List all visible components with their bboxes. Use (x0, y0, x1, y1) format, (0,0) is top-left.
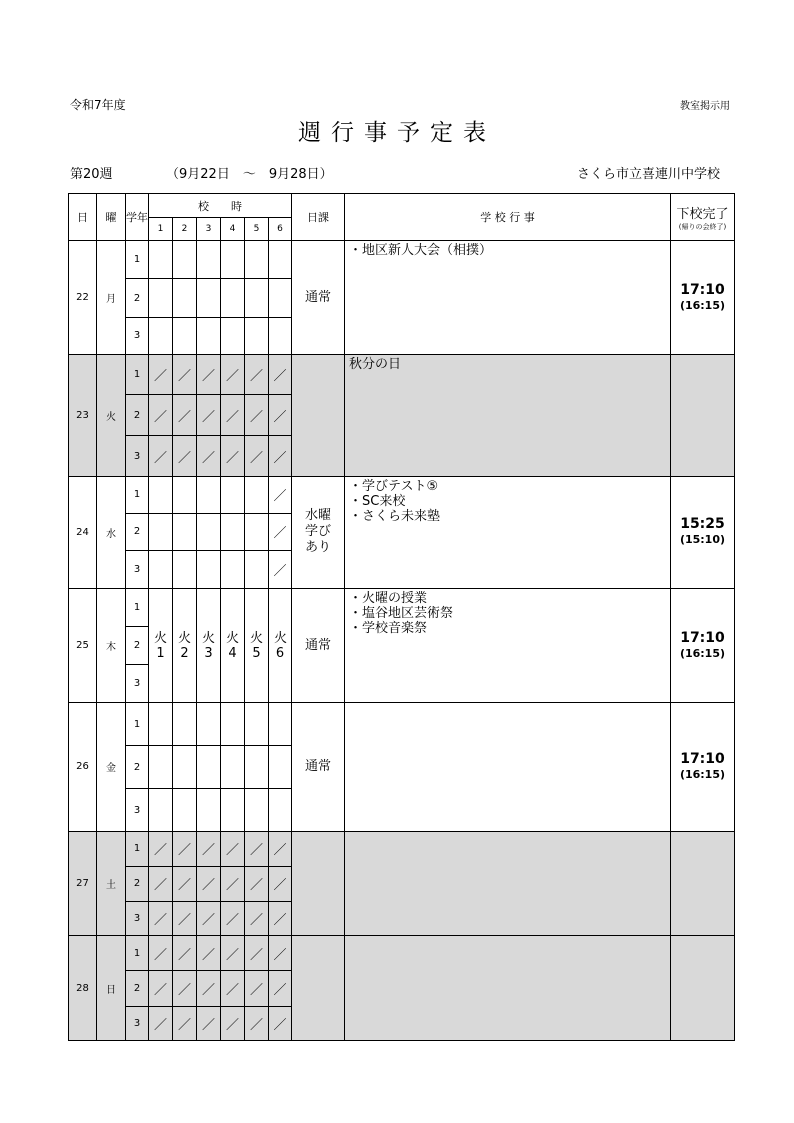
day-date: 24 (69, 476, 97, 589)
period-2: 2 (173, 218, 197, 241)
dismissal-cell (671, 241, 735, 355)
period-cell: ／ (269, 831, 292, 866)
day-grade-row (69, 702, 735, 745)
period-cell: ／ (245, 436, 269, 476)
event-item: ・学びテスト⑤ (349, 478, 439, 494)
day-grade-row (69, 476, 735, 513)
day-date: 26 (69, 702, 97, 831)
period-cell (221, 513, 245, 550)
page-title: 週行事予定表 (298, 120, 496, 146)
dismissal-time: 17:10 (680, 629, 725, 646)
period-cell: ／ (221, 866, 245, 901)
dismissal-time-sub: (15:10) (679, 533, 726, 547)
period-cell (221, 589, 245, 703)
dismissal-cell (671, 476, 735, 589)
period-cell (173, 317, 197, 354)
grade-label: 3 (126, 664, 149, 702)
period-6: 6 (269, 218, 292, 241)
nichika-cell (292, 831, 345, 936)
dismissal-time: 17:10 (680, 281, 725, 298)
period-cell: ／ (197, 866, 221, 901)
date-range: （9月22日 ～ 9月28日） (166, 167, 333, 182)
dismissal-note: (帰りの会終了) (678, 222, 727, 231)
dismissal-cell (671, 702, 735, 831)
period-cell (245, 589, 269, 703)
period-cell: ／ (149, 1006, 173, 1040)
day-weekday: 日 (97, 936, 126, 1041)
period-cell (173, 279, 197, 317)
period-cell: ／ (221, 354, 245, 394)
grade-label: 2 (126, 279, 149, 317)
period-cell: ／ (149, 831, 173, 866)
period-cell: ／ (269, 936, 292, 971)
day-weekday: 金 (97, 702, 126, 831)
period-cell: ／ (197, 902, 221, 936)
day-date: 22 (69, 241, 97, 355)
period-cell: ／ (221, 395, 245, 436)
dismissal-time: 17:10 (680, 750, 725, 767)
events-cell (345, 476, 671, 589)
grade-label: 2 (126, 395, 149, 436)
period-cell: ／ (173, 1006, 197, 1040)
period-cell (221, 551, 245, 589)
period-cell (221, 702, 245, 745)
period-cell: ／ (149, 902, 173, 936)
period-cell: ／ (197, 831, 221, 866)
period-cell (221, 789, 245, 831)
period-cell (173, 702, 197, 745)
period-cell: ／ (173, 395, 197, 436)
period-cell (221, 746, 245, 789)
period-cell (173, 789, 197, 831)
nichika-cell (292, 936, 345, 1041)
period-cell (245, 789, 269, 831)
period-subject: 火4 (226, 630, 240, 661)
grade-label: 3 (126, 436, 149, 476)
period-cell: ／ (173, 354, 197, 394)
grade-label: 3 (126, 1006, 149, 1040)
col-grade: 学年 (126, 194, 149, 241)
period-cell: ／ (269, 866, 292, 901)
period-cell (149, 746, 173, 789)
period-cell: ／ (173, 866, 197, 901)
period-cell (269, 746, 292, 789)
period-cell (173, 551, 197, 589)
day-grade-row (69, 589, 735, 626)
day-grade-row (69, 936, 735, 971)
events-cell (345, 354, 671, 476)
period-cell: ／ (149, 936, 173, 971)
period-cell (149, 702, 173, 745)
nichika-cell: 通常 (292, 589, 345, 703)
usage-label: 教室掲示用 (680, 101, 730, 112)
period-cell: ／ (197, 936, 221, 971)
period-cell: ／ (269, 395, 292, 436)
period-cell (245, 476, 269, 513)
period-cell: ／ (149, 971, 173, 1006)
period-cell (173, 746, 197, 789)
day-weekday: 水 (97, 476, 126, 589)
grade-label: 1 (126, 831, 149, 866)
grade-label: 2 (126, 971, 149, 1006)
period-cell (245, 702, 269, 745)
period-cell: ／ (269, 436, 292, 476)
grade-label: 2 (126, 626, 149, 664)
period-cell: ／ (245, 831, 269, 866)
period-cell: ／ (245, 395, 269, 436)
period-cell: ／ (173, 971, 197, 1006)
dismissal-time-sub: (16:15) (679, 646, 726, 660)
period-cell: ／ (245, 1006, 269, 1040)
grade-label: 2 (126, 513, 149, 550)
period-cell (221, 317, 245, 354)
period-cell (245, 317, 269, 354)
dismissal-cell (671, 354, 735, 476)
period-cell (197, 589, 221, 703)
period-cell (269, 789, 292, 831)
period-cell (197, 551, 221, 589)
period-cell (149, 789, 173, 831)
period-cell (269, 241, 292, 279)
period-cell (221, 476, 245, 513)
period-cell (197, 317, 221, 354)
nichika-cell (292, 354, 345, 476)
period-cell: ／ (245, 866, 269, 901)
dismissal-label: 下校完了 (676, 206, 729, 222)
period-cell (149, 513, 173, 550)
dismissal-cell (671, 936, 735, 1041)
period-cell (245, 241, 269, 279)
day-date: 28 (69, 936, 97, 1041)
day-weekday: 土 (97, 831, 126, 936)
period-cell (197, 241, 221, 279)
grade-label: 1 (126, 476, 149, 513)
grade-label: 1 (126, 702, 149, 745)
period-subject: 火3 (202, 630, 216, 661)
period-cell: ／ (269, 551, 292, 589)
period-cell (197, 279, 221, 317)
day-weekday: 木 (97, 589, 126, 703)
period-cell (173, 476, 197, 513)
grade-label: 3 (126, 902, 149, 936)
nichika-cell: 通常 (292, 702, 345, 831)
period-cell: ／ (149, 866, 173, 901)
period-cell: ／ (173, 436, 197, 476)
period-cell (197, 789, 221, 831)
era-label: 令和7年度 (70, 98, 126, 112)
events-cell (345, 241, 671, 355)
event-item: ・塩谷地区芸術祭 (349, 606, 454, 622)
period-4: 4 (221, 218, 245, 241)
period-cell (245, 279, 269, 317)
grade-label: 1 (126, 241, 149, 279)
period-cell (197, 476, 221, 513)
period-cell (269, 702, 292, 745)
period-cell (149, 317, 173, 354)
period-cell: ／ (221, 902, 245, 936)
period-cell (245, 551, 269, 589)
period-cell: ／ (149, 395, 173, 436)
events-cell (345, 702, 671, 831)
period-cell: ／ (245, 936, 269, 971)
period-cell (173, 589, 197, 703)
col-events: 学 校 行 事 (345, 194, 671, 241)
period-cell: ／ (221, 831, 245, 866)
col-periods: 校 時 (149, 194, 292, 218)
period-cell: ／ (149, 354, 173, 394)
period-cell (149, 241, 173, 279)
period-cell: ／ (197, 971, 221, 1006)
grade-label: 1 (126, 936, 149, 971)
day-weekday: 火 (97, 354, 126, 476)
period-cell: ／ (197, 1006, 221, 1040)
period-cell: ／ (221, 1006, 245, 1040)
period-cell: ／ (269, 513, 292, 550)
day-grade-row (69, 354, 735, 394)
period-cell: ／ (269, 476, 292, 513)
col-day: 日 (69, 194, 97, 241)
period-3: 3 (197, 218, 221, 241)
period-cell: ／ (245, 971, 269, 1006)
events-cell (345, 936, 671, 1041)
period-cell (173, 241, 197, 279)
event-item: ・SC来校 (349, 493, 406, 509)
dismissal-cell (671, 589, 735, 703)
period-cell (269, 317, 292, 354)
event-item: ・火曜の授業 (349, 591, 428, 607)
event-item: ・学校音楽祭 (349, 621, 428, 637)
period-subject: 火1 (154, 630, 168, 661)
day-weekday: 月 (97, 241, 126, 355)
events-cell (345, 589, 671, 703)
period-cell: ／ (269, 1006, 292, 1040)
period-cell (221, 279, 245, 317)
period-cell (197, 513, 221, 550)
period-cell: ／ (197, 436, 221, 476)
col-dismissal (671, 194, 735, 241)
period-cell: ／ (173, 831, 197, 866)
period-cell (197, 746, 221, 789)
day-grade-row (69, 241, 735, 279)
period-subject: 火2 (178, 630, 192, 661)
dismissal-time-sub: (16:15) (679, 298, 726, 312)
nichika-cell: 水曜学びあり (292, 476, 345, 589)
period-cell (149, 551, 173, 589)
day-date: 27 (69, 831, 97, 936)
day-grade-row (69, 831, 735, 866)
grade-label: 3 (126, 317, 149, 354)
period-cell: ／ (221, 436, 245, 476)
dismissal-cell (671, 831, 735, 936)
period-cell: ／ (269, 354, 292, 394)
period-cell (149, 476, 173, 513)
event-item: ・さくら未来塾 (349, 508, 441, 524)
dismissal-time: 15:25 (680, 516, 725, 533)
period-cell: ／ (149, 436, 173, 476)
period-cell: ／ (221, 971, 245, 1006)
period-cell: ／ (269, 971, 292, 1006)
event-item: 秋分の日 (349, 356, 402, 372)
day-date: 25 (69, 589, 97, 703)
event-item: ・地区新人大会（相撲） (349, 243, 493, 259)
dismissal-time-sub: (16:15) (679, 767, 726, 781)
period-cell (149, 279, 173, 317)
week-number: 第20週 (70, 167, 113, 182)
grade-label: 3 (126, 789, 149, 831)
grade-label: 2 (126, 866, 149, 901)
period-5: 5 (245, 218, 269, 241)
period-cell: ／ (245, 354, 269, 394)
day-date: 23 (69, 354, 97, 476)
period-cell: ／ (197, 395, 221, 436)
events-cell (345, 831, 671, 936)
period-cell (269, 589, 292, 703)
col-nichika: 日課 (292, 194, 345, 241)
grade-label: 3 (126, 551, 149, 589)
period-cell (221, 241, 245, 279)
schedule-table (68, 193, 735, 1041)
period-cell: ／ (173, 902, 197, 936)
period-cell: ／ (197, 354, 221, 394)
period-subject: 火5 (250, 630, 264, 661)
period-subject: 火6 (274, 630, 288, 661)
nichika-cell: 通常 (292, 241, 345, 355)
period-cell (197, 702, 221, 745)
grade-label: 1 (126, 354, 149, 394)
grade-label: 1 (126, 589, 149, 626)
period-cell (173, 513, 197, 550)
period-cell: ／ (221, 936, 245, 971)
period-cell (149, 589, 173, 703)
period-cell (269, 279, 292, 317)
period-1: 1 (149, 218, 173, 241)
period-cell (245, 746, 269, 789)
col-weekday: 曜 (97, 194, 126, 241)
period-cell (245, 513, 269, 550)
school-name: さくら市立喜連川中学校 (576, 167, 720, 182)
grade-label: 2 (126, 746, 149, 789)
period-cell: ／ (245, 902, 269, 936)
period-cell: ／ (269, 902, 292, 936)
period-cell: ／ (173, 936, 197, 971)
